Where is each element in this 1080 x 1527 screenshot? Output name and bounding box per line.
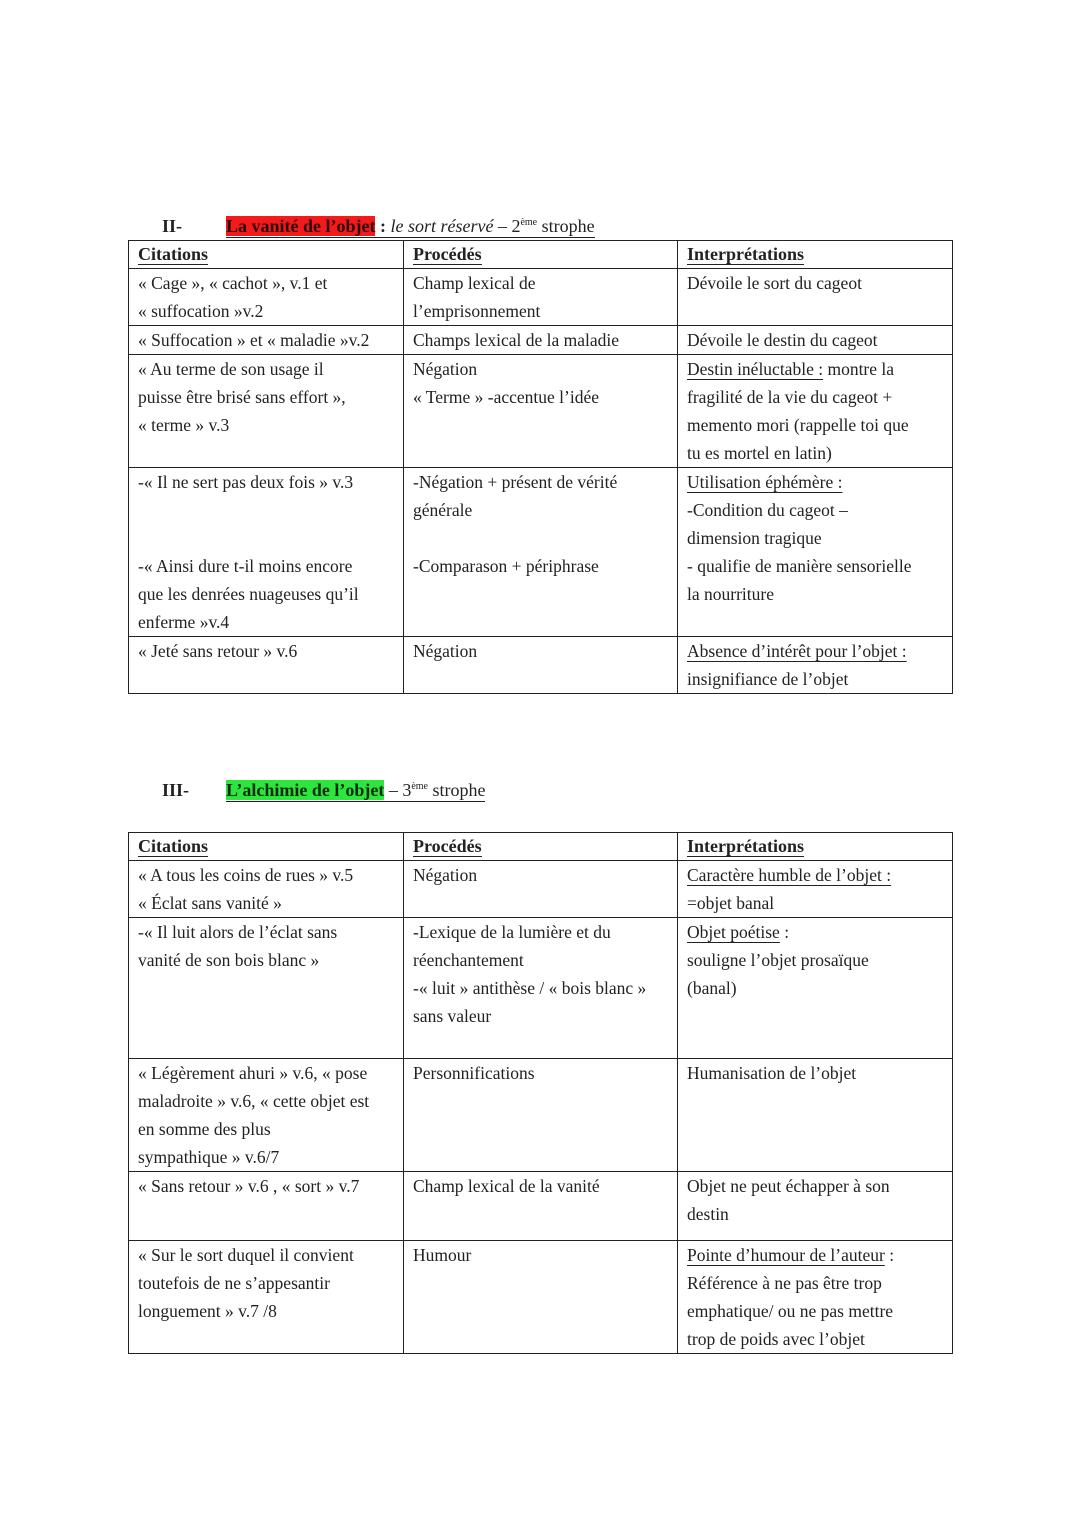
table-row: [129, 1059, 953, 1172]
procede-cell: Champ lexical de l’emprisonnement: [404, 269, 678, 326]
citation-cell: « Jeté sans retour » v.6: [129, 637, 404, 694]
citation-cell: « Sans retour » v.6 , « sort » v.7: [129, 1172, 404, 1241]
procede-cell: Négation: [404, 861, 678, 918]
interpretation-cell: Pointe d’humour de l’auteur : Référence à ne pas être trop emphatique/ ou ne pas mettre trop de poids avec l’objet: [678, 1241, 953, 1354]
section-2-separator: :: [375, 216, 391, 236]
section-2-table: [128, 240, 953, 694]
interpretation-cell: Absence d’intérêt pour l’objet : insignifiance de l’objet: [678, 637, 953, 694]
section-2-subtitle: le sort réservé: [390, 216, 494, 236]
procede-cell: Champs lexical de la maladie: [404, 326, 678, 355]
section-3-heading: III- L’alchimie de l’objet – 3ème strophe: [162, 780, 486, 800]
header-interpretations: Interprétations: [678, 833, 953, 861]
citation-cell: « Suffocation » et « maladie »v.2: [129, 326, 404, 355]
table-row: [129, 468, 953, 637]
section-2-heading: II- La vanité de l’objet : le sort réservé – 2ème strophe: [162, 216, 595, 236]
procede-cell: Négation: [404, 637, 678, 694]
procede-cell: Humour: [404, 1241, 678, 1354]
citation-cell: -« Il luit alors de l’éclat sans vanité de son bois blanc »: [129, 918, 404, 1059]
procede-cell: Champ lexical de la vanité: [404, 1172, 678, 1241]
procede-cell: -Négation + présent de vérité générale -Comparason + périphrase: [404, 468, 678, 637]
citation-cell: « A tous les coins de rues » v.5 « Éclat sans vanité »: [129, 861, 404, 918]
table-row: [129, 269, 953, 326]
section-3-table: [128, 832, 953, 1354]
table-row: [129, 355, 953, 468]
section-3-number: III-: [162, 780, 190, 800]
header-procedes: Procédés: [404, 241, 678, 269]
table-row: [129, 637, 953, 694]
citation-cell: « Légèrement ahuri » v.6, « pose maladroite » v.6, « cette objet est en somme des plus sympathique » v.6/7: [129, 1059, 404, 1172]
table-row: [129, 861, 953, 918]
citation-cell: « Au terme de son usage il puisse être brisé sans effort », « terme » v.3: [129, 355, 404, 468]
header-citations: Citations: [129, 241, 404, 269]
header-citations: Citations: [129, 833, 404, 861]
table-header-row: [129, 241, 953, 269]
interpretation-cell: Humanisation de l’objet: [678, 1059, 953, 1172]
interpretation-cell: Objet poétise : souligne l’objet prosaïque (banal): [678, 918, 953, 1059]
header-procedes: Procédés: [404, 833, 678, 861]
procede-cell: -Lexique de la lumière et du réenchantement -« luit » antithèse / « bois blanc » sans valeur: [404, 918, 678, 1059]
section-2-number: II-: [162, 216, 183, 236]
table-row: [129, 1241, 953, 1354]
interpretation-cell: Utilisation éphémère : -Condition du cageot – dimension tragique - qualifie de manière sensorielle la nourriture: [678, 468, 953, 637]
interpretation-cell: Destin inéluctable : montre la fragilité de la vie du cageot + memento mori (rappelle toi que tu es mortel en latin): [678, 355, 953, 468]
interpretation-cell: Objet ne peut échapper à son destin: [678, 1172, 953, 1241]
procede-cell: Négation « Terme » -accentue l’idée: [404, 355, 678, 468]
table-header-row: [129, 833, 953, 861]
section-2-title: La vanité de l’objet: [226, 216, 376, 236]
table-row: [129, 326, 953, 355]
citation-cell: « Cage », « cachot », v.1 et « suffocation »v.2: [129, 269, 404, 326]
procede-cell: Personnifications: [404, 1059, 678, 1172]
interpretation-cell: Dévoile le destin du cageot: [678, 326, 953, 355]
section-3-title: L’alchimie de l’objet: [226, 780, 385, 800]
interpretation-cell: Caractère humble de l’objet : =objet banal: [678, 861, 953, 918]
citation-cell: « Sur le sort duquel il convient toutefois de ne s’appesantir longuement » v.7 /8: [129, 1241, 404, 1354]
table-row: [129, 1172, 953, 1241]
citation-cell: -« Il ne sert pas deux fois » v.3 -« Ainsi dure t-il moins encore que les denrées nuageuses qu’il enferme »v.4: [129, 468, 404, 637]
interpretation-cell: Dévoile le sort du cageot: [678, 269, 953, 326]
header-interpretations: Interprétations: [678, 241, 953, 269]
table-row: [129, 918, 953, 1059]
